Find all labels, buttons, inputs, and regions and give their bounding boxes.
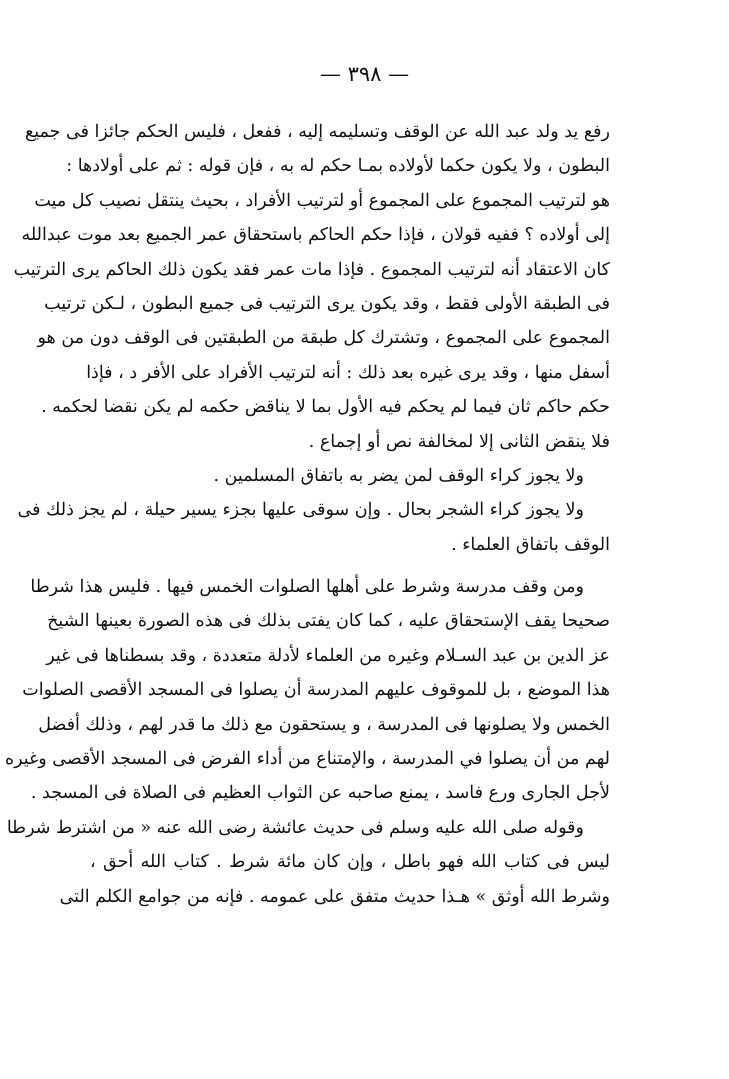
- text-line: عز الدين بن عبد السـلام وغيره من العلماء لأدلة متعددة ، وقد بسطناها فى غير: [46, 645, 610, 666]
- text-line: ولا يجوز كراء الوقف لمن يضر به باتفاق المسلمين .: [213, 465, 584, 486]
- text-line: لهم من أن يصلوا في المدرسة ، والإمتناع من أداء الفرض فى المسجد الأقصى وغيره: [4, 749, 610, 770]
- text-line: أسفل منها ، وقد يرى غيره بعد ذلك : أنه لترتيب الأفراد على الأفر د ، فإذا: [86, 362, 610, 383]
- page-number: — ٣٩٨ —: [319, 62, 410, 86]
- text-line: صحيحا يقف الإستحقاق عليه ، كما كان يفتى بذلك فى هذه الصورة بعينها الشيخ: [47, 611, 610, 632]
- page-text-body: [4, 115, 610, 914]
- text-line: ولا يجوز كراء الشجر بحال . وإن سوقى عليها بجزء يسير حيلة ، لم يجز ذلك فى: [17, 500, 584, 521]
- text-line: فى الطبقة الأولى فقط ، وقد يكون يرى الترتيب فى جميع البطون ، لـكن ترتيب: [44, 293, 610, 314]
- text-line: هذا الموضع ، بل للموقوف عليهم المدرسة أن يصلوا فى المسجد الأقصى الصلوات: [22, 680, 610, 701]
- text-line: هو لترتيب المجموع على المجموع أو لترتيب الأفراد ، بحيث ينتقل نصيب كل ميت: [34, 190, 610, 211]
- text-line: وشرط الله أوثق » هـذا حديث متفق على عمومه . فإنه من جوامع الكلم التى: [59, 886, 610, 907]
- text-line: فلا ينقض الثانى إلا لمخالفة نص أو إجماع .: [308, 431, 610, 452]
- text-line: الخمس ولا يصلونها فى المدرسة ، و يستحقون مع ذلك ما قدر لهم ، وذلك أفضل: [38, 714, 610, 735]
- text-line: لأجل الجارى ورع فاسد ، يمنع صاحبه عن الثواب العظيم فى الصلاة فى المسجد .: [30, 783, 610, 804]
- text-line: ومن وقف مدرسة وشرط على أهلها الصلوات الخمس فيها . فليس هذا شرطا: [30, 577, 584, 598]
- text-line: الوقف باتفاق العلماء .: [451, 534, 610, 555]
- text-line: إلى أولاده ؟ ففيه قولان ، فإذا حكم الحاكم باستحقاق عمر الجميع بعد موت عبدالله: [21, 225, 610, 246]
- text-line: رفع يد ولد عبد الله عن الوقف وتسليمه إليه ، ففعل ، فليس الحكم جائزا فى جميع: [24, 122, 610, 142]
- text-line: ليس فى كتاب الله فهو باطل ، وإن كان مائة شرط . كتاب الله أحق ،: [90, 852, 610, 873]
- text-line: المجموع على المجموع ، وتشترك كل طبقة من الطبقتين فى الوقف دون من هو: [37, 328, 610, 349]
- text-line: البطون ، ولا يكون حكما لأولاده بمـا حكم له به ، فإن قوله : ثم على أولادها :: [66, 156, 610, 177]
- text-line: وقوله صلى الله عليه وسلم فى حديث عائشة رضى الله عنه « من اشترط شرطا: [6, 817, 584, 838]
- paragraph-gap: [90, 562, 610, 570]
- text-line: كان الاعتقاد أنه لترتيب المجموع . فإذا مات عمر فقد يكون ذلك الحاكم يرى الترتيب: [13, 259, 610, 280]
- text-line: حكم حاكم ثان فيما لم يحكم فيه الأول بما لا يناقض حكمه لم يكن نقضا لحكمه .: [41, 397, 610, 418]
